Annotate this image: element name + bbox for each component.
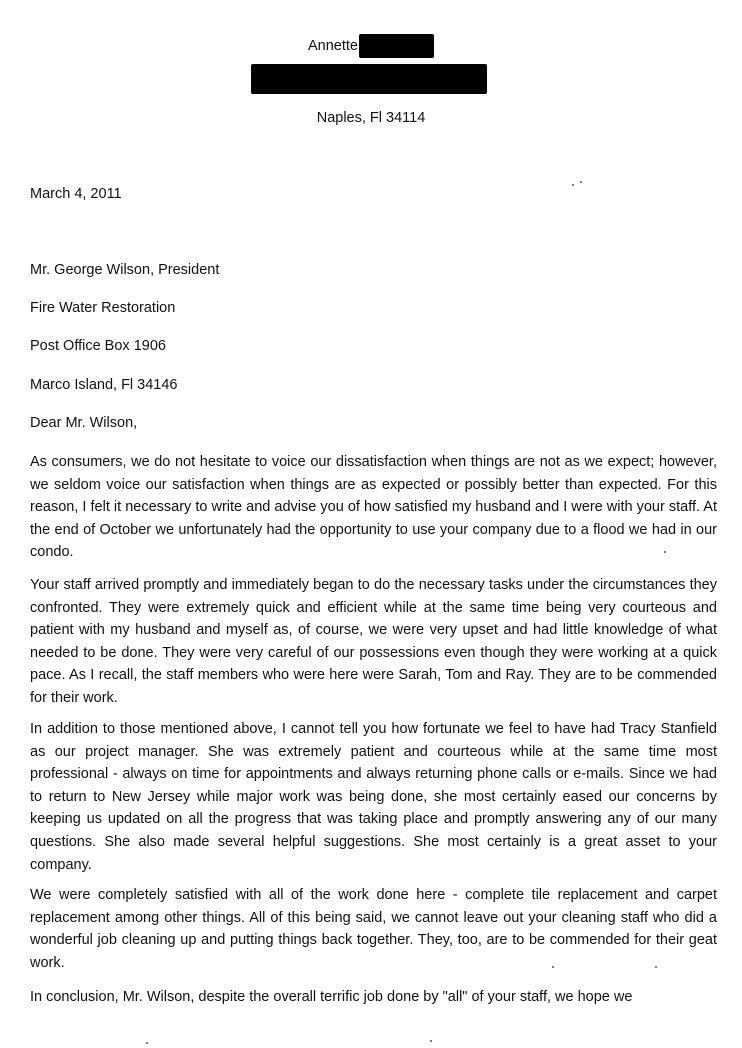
recipient-company: Fire Water Restoration	[30, 300, 176, 316]
sender-name: Annette	[308, 37, 358, 54]
redaction-bar	[359, 34, 434, 58]
redaction-bar	[251, 64, 487, 94]
body-paragraph: In addition to those mentioned above, I cannot tell you how fortunate we feel to have had Tracy Stanfield as our project manager. She was extremely patient and courteous while at the same time most professional - always on time for appointments and always returning phone calls or e-mails. Since we had to return to New Jersey while major work was being done, she most certainly eased our concerns by keeping us updated on all the progress that was taking place and promptly answering any of our many questions. She also made several helpful suggestions. She most certainly is a great asset to your company.	[30, 721, 717, 873]
scan-speck	[146, 1042, 148, 1044]
body-paragraph: We were completely satisfied with all of the work done here - complete tile replacement and carpet replacement among other things. All of this being said, we cannot leave out your cleaning staff who did a wonderful job cleaning up and putting things back together. They, too, are to be commended for their geat work.	[30, 887, 717, 971]
scan-speck	[552, 966, 554, 968]
recipient-name: Mr. George Wilson, President	[30, 262, 220, 278]
sender-name-line	[0, 34, 742, 58]
sender-city: Naples, Fl 34114	[316, 110, 426, 126]
scan-speck	[655, 966, 657, 968]
scan-speck	[580, 181, 582, 183]
recipient-city: Marco Island, Fl 34146	[30, 377, 178, 393]
salutation: Dear Mr. Wilson,	[30, 415, 138, 431]
scan-speck	[664, 551, 666, 553]
letter-date: March 4, 2011	[30, 186, 122, 202]
body-paragraph: In conclusion, Mr. Wilson, despite the overall terrific job done by "all" of your staff, we hope we	[30, 989, 633, 1005]
body-paragraph: Your staff arrived promptly and immediately began to do the necessary tasks under the circumstances they confronted. They were extremely quick and efficient while at the same time being very courteous and patient with my husband and myself as, of course, we were very upset and had little knowledge of what needed to be done. They were very careful of our possessions even though they were working at a quick pace. As I recall, the staff members who were here were Sarah, Tom and Ray. They are to be commended for their work.	[30, 577, 717, 706]
body-paragraph: As consumers, we do not hesitate to voice our dissatisfaction when things are not as we expect; however, we seldom voice our satisfaction when things are as expected or possibly better than expected. For this reason, I felt it necessary to write and advise you of how satisfied my husband and I were with your staff. At the end of October we unfortunately had the opportunity to use your company due to a flood we had in our condo.	[30, 454, 717, 561]
scan-speck	[430, 1040, 432, 1042]
sender-address-line	[0, 64, 742, 94]
recipient-po-box: Post Office Box 1906	[30, 338, 166, 354]
scan-speck	[572, 184, 574, 186]
